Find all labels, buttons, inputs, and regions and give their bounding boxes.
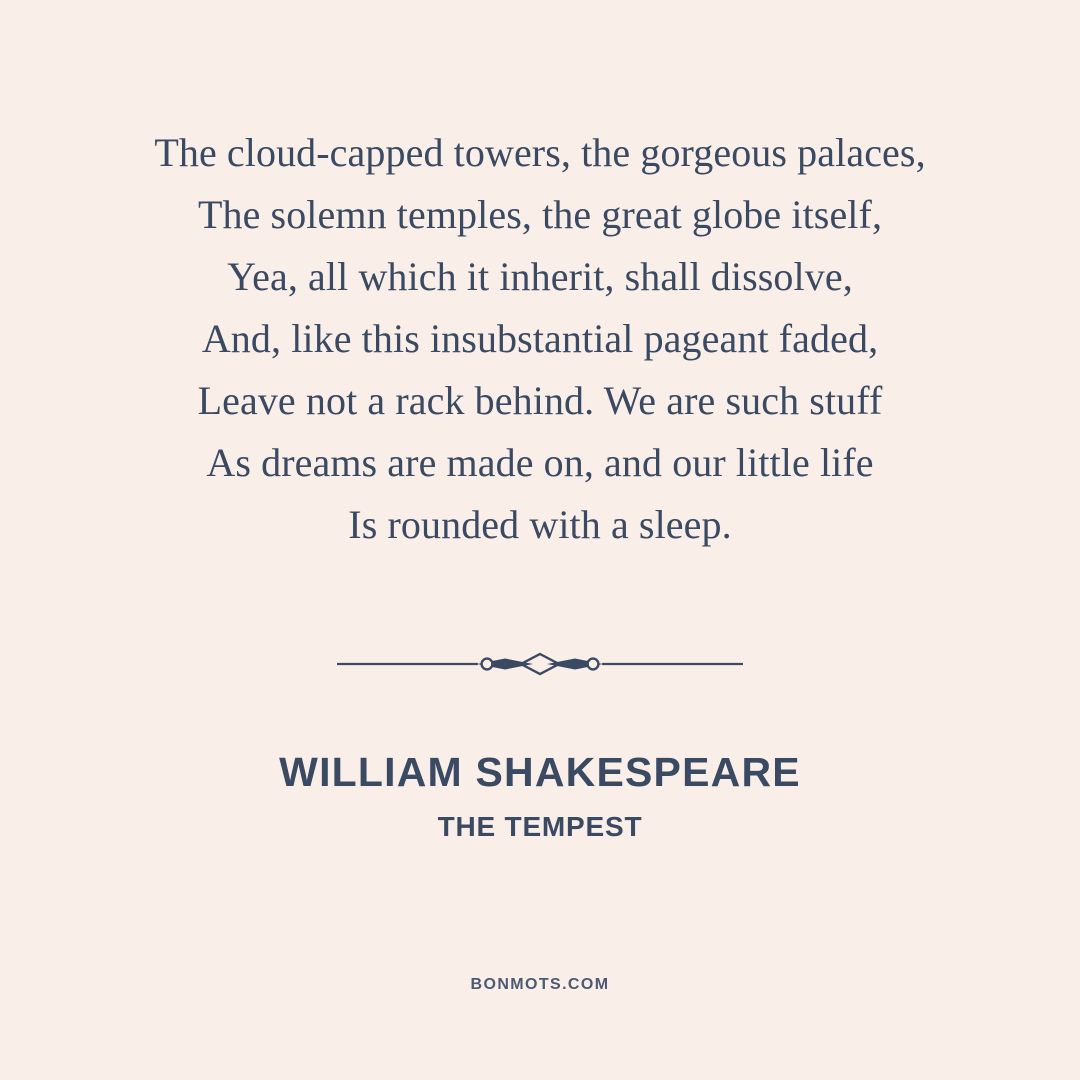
- quote-line: Yea, all which it inherit, shall dissolve,: [227, 254, 853, 299]
- footer: [0, 976, 1080, 994]
- ornamental-divider-icon: [335, 650, 745, 678]
- quote-line: The cloud-capped towers, the gorgeous palaces,: [154, 130, 926, 175]
- quote-source: THE TEMPEST: [437, 811, 643, 843]
- quote-line: And, like this insubstantial pageant faded,: [201, 316, 879, 361]
- attribution: [279, 750, 801, 843]
- quote-line: As dreams are made on, and our little life: [206, 440, 874, 485]
- quote-author: WILLIAM SHAKESPEARE: [279, 749, 801, 795]
- quote-line: Leave not a rack behind. We are such stuff: [197, 378, 883, 423]
- quote-line: Is rounded with a sleep.: [348, 502, 732, 547]
- quote-line: The solemn temples, the great globe itself,: [197, 192, 883, 237]
- site-link[interactable]: BONMOTS.COM: [470, 976, 610, 993]
- quote-text: [90, 122, 990, 556]
